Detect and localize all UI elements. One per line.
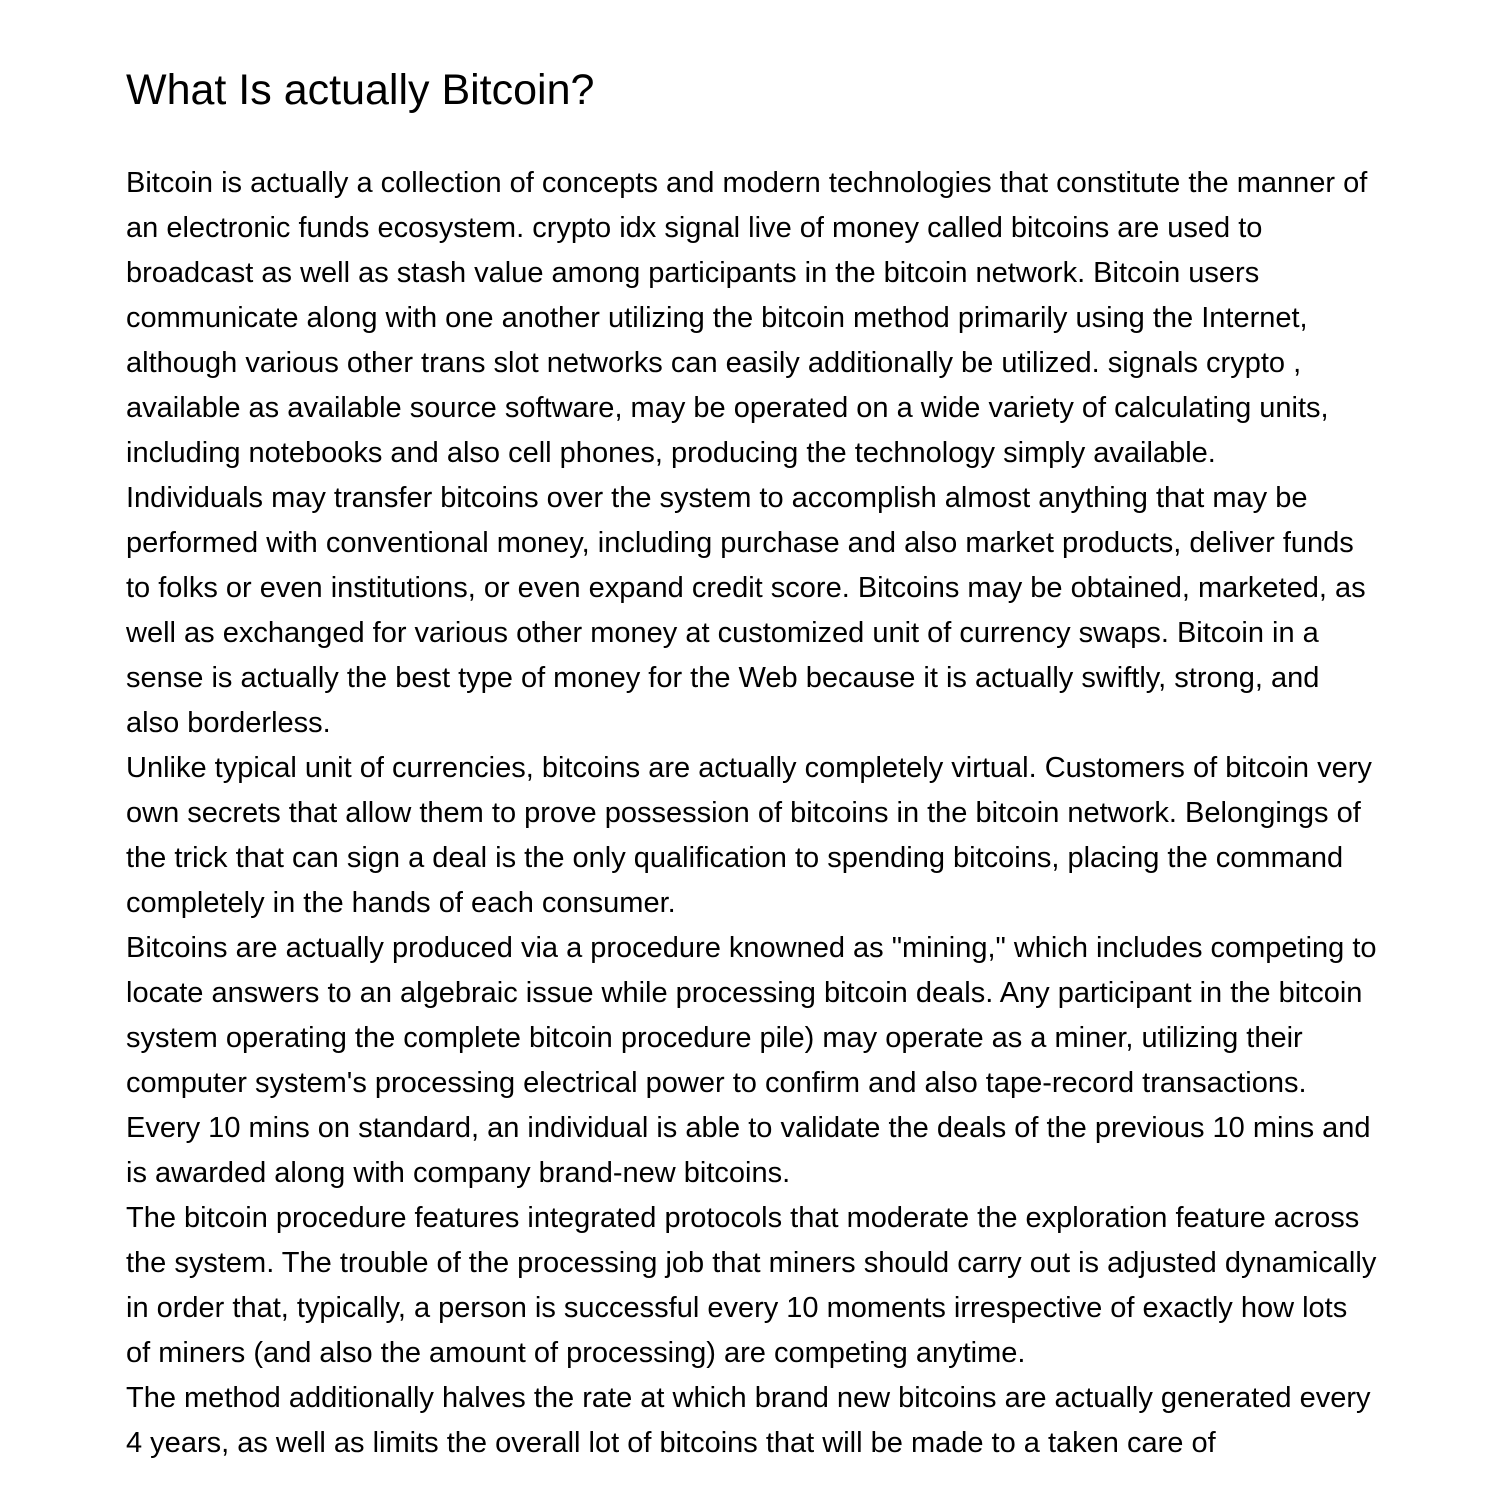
article-paragraph: The method additionally halves the rate at which brand new bitcoins are actually generated every 4 years, as well as limits the overall lot of bitcoins that will be made to a taken care of	[126, 1382, 1371, 1460]
article-paragraph: Bitcoin is actually a collection of concepts and modern technologies that constitute the manner of an electronic funds ecosystem. crypto idx signal live of money called bitcoins are used to broadcast as well as stash value among participants in the bitcoin network. Bitcoin users communicate along with one another utilizing the bitcoin method primarily using the Internet, although various other trans slot networks can easily additionally be utilized. signals crypto , available as available source software, may be operated on a wide variety of calculating units, including notebooks and also cell phones, producing the technology simply available.	[126, 167, 1368, 470]
article-paragraph: Individuals may transfer bitcoins over the system to accomplish almost anything that may be performed with conventional money, including purchase and also market products, deliver funds to folks or even institutions, or even expand credit score. Bitcoins may be obtained, marketed, as well as exchanged for various other money at customized unit of currency swaps. Bitcoin in a sense is actually the best type of money for the Web because it is actually swiftly, strong, and also borderless.	[126, 482, 1366, 740]
article-paragraph: The bitcoin procedure features integrated protocols that moderate the exploration feature across the system. The trouble of the processing job that miners should carry out is adjusted dynamically in order that, typically, a person is successful every 10 moments irrespective of exactly how lots of miners (and also the amount of processing) are competing anytime.	[126, 1202, 1377, 1370]
article-paragraph: Unlike typical unit of currencies, bitcoins are actually completely virtual. Customers of bitcoin very own secrets that allow them to prove possession of bitcoins in the bitcoin network. Belongings of the trick that can sign a deal is the only qualification to spending bitcoins, placing the command completely in the hands of each consumer.	[126, 752, 1372, 920]
article-paragraph: Bitcoins are actually produced via a procedure knowned as "mining," which includes competing to locate answers to an algebraic issue while processing bitcoin deals. Any participant in the bitcoin system operating the complete bitcoin procedure pile) may operate as a miner, utilizing their computer system's processing electrical power to confirm and also tape-record transactions. Every 10 mins on standard, an individual is able to validate the deals of the previous 10 mins and is awarded along with company brand-new bitcoins.	[126, 932, 1377, 1190]
page-title: What Is actually Bitcoin?	[126, 66, 595, 114]
article-body	[126, 161, 1378, 1466]
